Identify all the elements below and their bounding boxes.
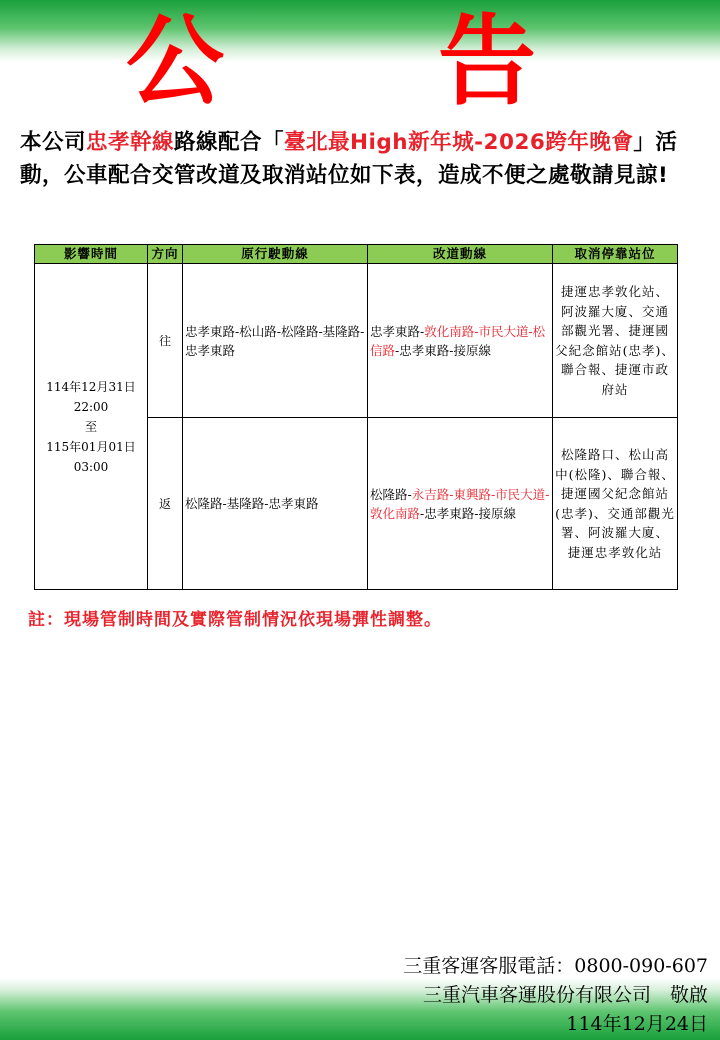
header-cancelled-stops: 取消停靠站位 bbox=[553, 245, 678, 264]
event-name: 臺北最High新年城-2026跨年晚會 bbox=[284, 130, 634, 155]
intro-text-2: 路線配合「 bbox=[174, 130, 285, 155]
notice-date: 114年12月24日 bbox=[566, 1013, 708, 1035]
footnote: 註：現場管制時間及實際管制情況依現場彈性調整。 bbox=[28, 610, 442, 630]
direction-cell: 返 bbox=[148, 418, 183, 590]
header-direction: 方向 bbox=[148, 245, 183, 264]
header-detour-route: 改道動線 bbox=[368, 245, 553, 264]
end-date: 115年01月01日 bbox=[46, 439, 136, 454]
start-date: 114年12月31日 bbox=[46, 379, 136, 394]
start-time: 22:00 bbox=[73, 399, 109, 414]
cancelled-stops-cell: 捷運忠孝敦化站、阿波羅大廈、交通部觀光署、捷運國父紀念館站(忠孝)、聯合報、捷運市政府站 bbox=[553, 264, 678, 418]
detour-table bbox=[34, 244, 678, 590]
header-affected-time: 影響時間 bbox=[35, 245, 148, 264]
original-route-cell: 忠孝東路-松山路-松隆路-基隆路-忠孝東路 bbox=[183, 264, 368, 418]
intro-text-3: 」活動，公車配合交管改道及取消站位如下表，造成不便之處敬請見諒! bbox=[20, 130, 678, 188]
route-name: 忠孝幹線 bbox=[86, 130, 175, 155]
intro-text-1: 本公司 bbox=[20, 130, 87, 155]
cancelled-stops-cell: 松隆路口、松山高中(松隆)、聯合報、捷運國父紀念館站(忠孝)、交通部觀光署、阿波羅大廈、捷運忠孝敦化站 bbox=[553, 418, 678, 590]
table-row bbox=[35, 264, 678, 418]
footer-signature bbox=[403, 952, 708, 1039]
notice-title: 公 告 bbox=[125, 5, 594, 119]
detour-route-cell bbox=[368, 264, 553, 418]
detour-segment-changed: 敦化南路-市民大道-松信路 bbox=[370, 323, 546, 358]
detour-segment: 忠孝東路- bbox=[370, 323, 425, 339]
end-time: 03:00 bbox=[73, 459, 109, 474]
detour-segment: -忠孝東路-接原線 bbox=[420, 505, 516, 521]
direction-cell: 往 bbox=[148, 264, 183, 418]
detour-segment-changed: 永吉路-東興路-市民大道-敦化南路 bbox=[370, 486, 550, 521]
detour-segment: -忠孝東路-接原線 bbox=[395, 342, 491, 358]
header-original-route: 原行駛動線 bbox=[183, 245, 368, 264]
affected-time-cell bbox=[35, 264, 148, 590]
intro-paragraph bbox=[20, 126, 692, 192]
detour-route-cell bbox=[368, 418, 553, 590]
detour-segment: 松隆路- bbox=[370, 486, 412, 502]
table-header-row bbox=[35, 245, 678, 264]
customer-service-phone: 三重客運客服電話：0800-090-607 bbox=[403, 955, 708, 977]
time-separator: 至 bbox=[84, 419, 97, 434]
original-route-cell: 松隆路-基隆路-忠孝東路 bbox=[183, 418, 368, 590]
company-name: 三重汽車客運股份有限公司 敬啟 bbox=[422, 984, 708, 1006]
